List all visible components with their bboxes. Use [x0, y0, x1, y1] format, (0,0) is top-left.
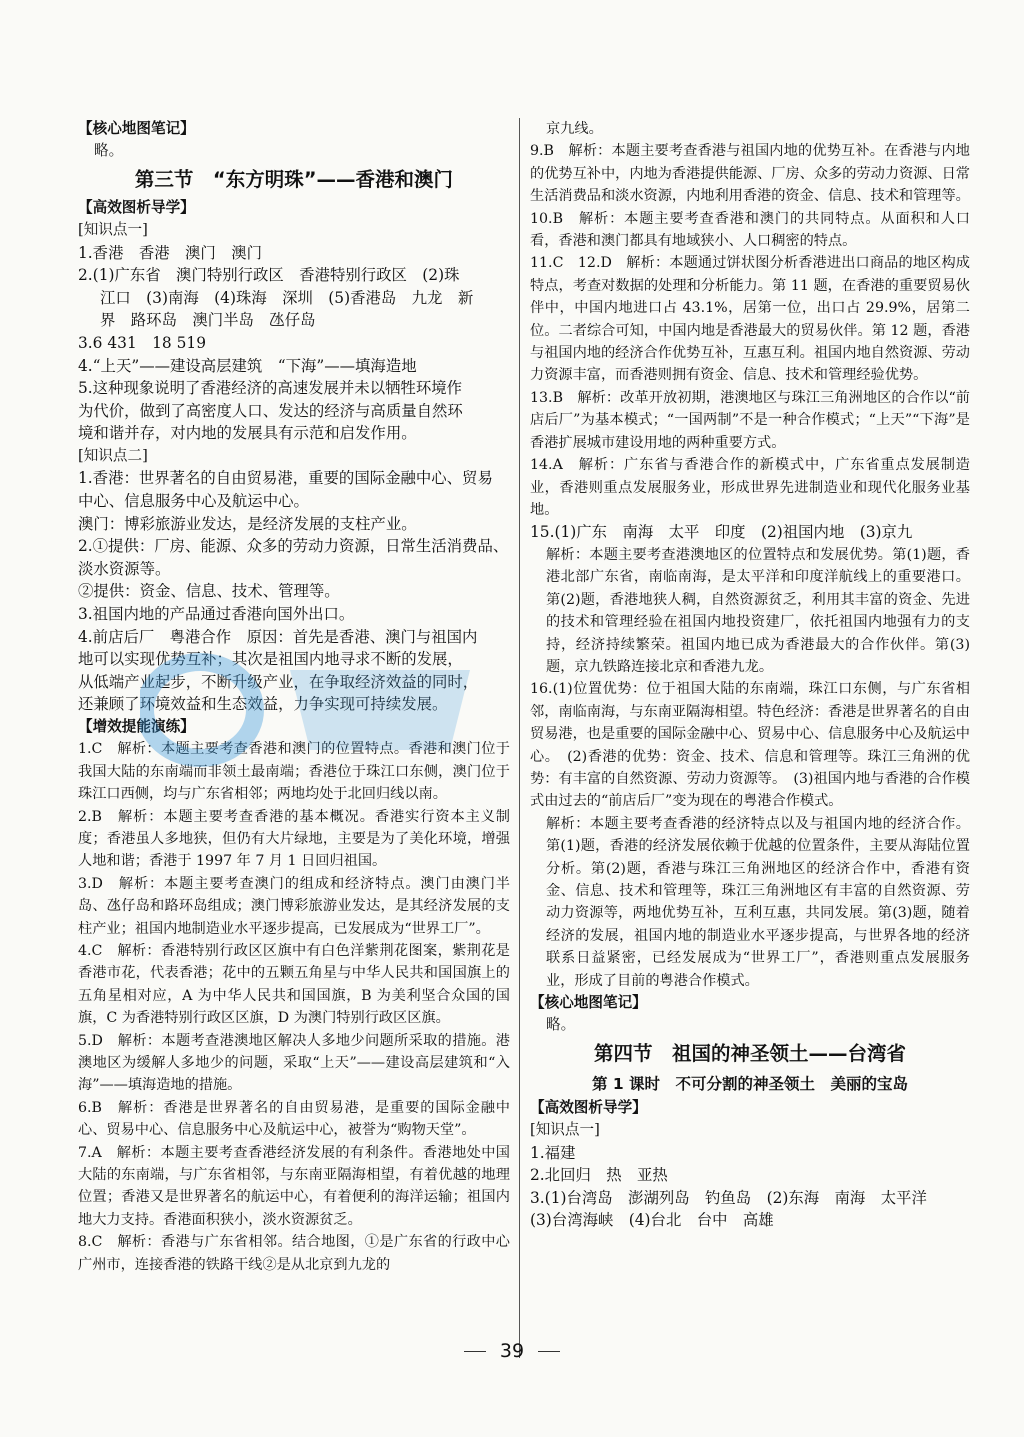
question-11-12: 11.C 12.D 解析：本题通过饼状图分析香港进出口商品的地区构成特点，考查对数据的处理和分析能力。第 11 题，在香港的重要贸易伙伴中，中国内地进口占 43.1%，居第一位，出口占 29.9%，居第二位。二者综合可知，中国内地是香港最大的贸易伙伴。第 12 题，香港与祖国内地的经济合作优势互补，互惠互利。祖国内地自然资源、劳动力资源丰富，而香港则拥有资金、信息、技术和管理经验优势。: [530, 255, 970, 384]
question-10: 10.B 解析：本题主要考查香港和澳门的共同特点。从面积和人口看，香港和澳门都具有地域狭小、人口稠密的特点。: [530, 210, 970, 250]
answer-b4-cont: 还兼顾了环境效益和生态效益，力争实现可持续发展。: [78, 695, 448, 714]
answer-b4-cont: 从低端产业起步，不断升级产业，在争取经济效益的同时，: [78, 672, 479, 691]
knowledge-point-2: [知识点二]: [78, 446, 148, 464]
answer-b4-cont: 地可以实现优势互补；其次是祖国内地寻求不断的发展，: [78, 650, 463, 669]
answer-4: 4.“上天”——建设高层建筑 “下海”——填海造地: [78, 356, 417, 375]
answer-c3-cont: (3)台湾海峡 (4)台北 台中 高雄: [530, 1211, 774, 1230]
notes-text: 略。: [546, 1016, 576, 1034]
answer-b2-cont: ②提供：资金、信息、技术、管理等。: [78, 582, 340, 601]
section3-title: 第三节 “东方明珠”——香港和澳门: [134, 167, 454, 191]
question-8-tail: 京九线。: [546, 121, 603, 137]
answer-5-cont: 境和谐并存，对内地的发展具有示范和启发作用。: [78, 424, 417, 443]
question-15-analysis: 解析：本题主要考查港澳地区的位置特点和发展优势。第(1)题，香港北部广东省，南临南海，是太平洋和印度洋航线上的重要港口。第(2)题，香港地狭人稠，自然资源贫乏，利用其丰富的资金、先进的技术和管理经验在祖国内地投资建厂，依托祖国内地强有力的支持，经济持续繁荣。祖国内地已成为香港最大的合作伙伴。第(3)题，京九铁路连接北京和香港九龙。: [546, 546, 970, 675]
answer-b2-cont: 淡水资源等。: [78, 559, 171, 578]
question-3: 3.D 解析：本题主要考查澳门的组成和经济特点。澳门由澳门半岛、氹仔岛和路环岛组成；澳门博彩旅游业发达，是其经济发展的支柱产业；祖国内地制造业水平逐步提高，已发展成为“世界工厂”。: [78, 875, 510, 937]
question-13: 13.B 解析：改革开放初期，港澳地区与珠江三角洲地区的合作以“前店后厂”为基本模式；“一国两制”不是一种合作模式；“上天”“下海”是香港扩展城市建设用地的两种重要方式。: [530, 389, 970, 451]
answer-2-cont: 界 路环岛 澳门半岛 氹仔岛: [100, 311, 316, 330]
answer-b4: 4.前店后厂 粤港合作 原因：首先是香港、澳门与祖国内: [78, 627, 478, 646]
question-9: 9.B 解析：本题主要考查香港与祖国内地的优势互补。在香港与内地的优势互补中，内地为香港提供能源、厂房、众多的劳动力资源、日常生活消费品和淡水资源，内地利用香港的资金、信息、技术和管理等。: [530, 143, 970, 205]
knowledge-point-1: [知识点一]: [78, 221, 148, 239]
guide-heading: 【高效图析导学】: [530, 1098, 647, 1116]
question-16: 16.(1)位置优势：位于祖国大陆的东南端，珠江口东侧，与广东省相邻，南临南海，与东南亚隔海相望。特色经济：香港是世界著名的自由贸易港，也是重要的国际金融中心、贸易中心、信息服务中心及航运中心。 (2)香港的优势：资金、技术、信息和管理等。珠江三角洲的优势：有丰富的自然资源、劳动力资源等。 (3)祖国内地与香港的合作模式由过去的“前店后厂”变为现在的粤港合作模式。: [530, 681, 970, 810]
answer-1: 1.香港 香港 澳门 澳门: [78, 243, 262, 262]
answer-5: 5.这种现象说明了香港经济的高速发展并未以牺牲环境作: [78, 379, 463, 398]
guide-heading: 【高效图析导学】: [78, 198, 195, 216]
answer-b3: 3.祖国内地的产品通过香港向国外出口。: [78, 604, 355, 623]
answer-c2: 2.北回归 热 亚热: [530, 1166, 668, 1185]
right-column: [530, 118, 970, 1232]
watermark-logo: [140, 640, 560, 770]
practice-heading: 【增效提能演练】: [78, 717, 195, 735]
question-15: 15.(1)广东 南海 太平 印度 (2)祖国内地 (3)京九: [530, 523, 913, 542]
question-1: 1.C 解析：本题主要考查香港和澳门的位置特点。香港和澳门位于我国大陆的东南端而非领土最南端；香港位于珠江口东侧，澳门位于珠江口西侧，均与广东省相邻；两地均处于北回归线以南。: [78, 741, 510, 803]
answer-2: 2.(1)广东省 澳门特别行政区 香港特别行政区 (2)珠: [78, 266, 460, 285]
answer-b1-cont: 中心、信息服务中心及航运中心。: [78, 491, 309, 510]
section4-title: 第四节 祖国的神圣领土——台湾省: [593, 1041, 906, 1065]
answer-b1: 1.香港：世界著名的自由贸易港，重要的国际金融中心、贸易: [78, 469, 493, 488]
core-map-notes-heading: 【核心地图笔记】: [530, 994, 647, 1012]
question-14: 14.A 解析：广东省与香港合作的新模式中，广东省重点发展制造业，香港则重点发展服务业，形成世界先进制造业和现代化服务业基地。: [530, 457, 970, 518]
question-2: 2.B 解析：本题主要考查香港的基本概况。香港实行资本主义制度；香港虽人多地狭，但仍有大片绿地，主要是为了美化环境，增强人地和谐；香港于 1997 年 7 月 1 日回归祖国。: [78, 808, 510, 870]
page-number: 39: [0, 1340, 1024, 1362]
question-4: 4.C 解析：香港特别行政区区旗中有白色洋紫荆花图案，紫荆花是香港市花，代表香港；花中的五颗五角星与中华人民共和国国旗上的五角星相对应，A 为中华人民共和国国旗，B 为美利坚合众国的国旗，C 为香港特别行政区区旗，D 为澳门特别行政区区旗。: [78, 942, 510, 1027]
notes-text: 略。: [94, 142, 124, 160]
answer-c1: 1.福建: [530, 1143, 576, 1162]
answer-2-cont: 江口 (3)南海 (4)珠海 深圳 (5)香港岛 九龙 新: [100, 288, 474, 307]
answer-3: 3.6 431 18 519: [78, 334, 206, 352]
answer-b2: 2.①提供：厂房、能源、众多的劳动力资源，日常生活消费品、: [78, 537, 509, 556]
core-map-notes-heading: 【核心地图笔记】: [78, 120, 195, 137]
question-8: 8.C 解析：香港与广东省相邻。结合地图，①是广东省的行政中心广州市，连接香港的铁路干线②是从北京到九龙的: [78, 1234, 510, 1273]
lesson-title: 第 1 课时 不可分割的神圣领土 美丽的宝岛: [591, 1074, 909, 1093]
answer-c3: 3.(1)台湾岛 澎湖列岛 钓鱼岛 (2)东海 南海 太平洋: [530, 1188, 927, 1207]
answer-b1-cont: 澳门：博彩旅游业发达，是经济发展的支柱产业。: [78, 514, 417, 533]
knowledge-point-1: [知识点一]: [530, 1121, 600, 1139]
question-16-analysis: 解析：本题主要考查香港的经济特点以及与祖国内地的经济合作。第(1)题，香港的经济发展依赖于优越的位置条件，主要从海陆位置分析。第(2)题，香港与珠江三角洲地区的经济合作中，香港有资金、信息、技术和管理等，珠江三角洲地区有丰富的自然资源、劳动力资源等，两地优势互补，互利互惠，共同发展。第(3)题，随着经济的发展，祖国内地的制造业水平逐步提高，与世界各地的经济联系日益紧密，已经发展成为“世界工厂”，香港则重点发展服务业，形成了目前的粤港合作模式。: [546, 815, 970, 989]
answer-5-cont: 为代价，做到了高密度人口、发达的经济与高质量自然环: [78, 401, 463, 420]
question-7: 7.A 解析：本题主要考查香港经济发展的有利条件。香港地处中国大陆的东南端，与广东省相邻，与东南亚隔海相望，有着优越的地理位置；香港又是世界著名的航运中心，有着便利的海洋运输；祖国内地大力支持。香港面积狭小，淡水资源贫乏。: [78, 1144, 510, 1228]
question-5: 5.D 解析：本题考查港澳地区解决人多地少问题所采取的措施。港澳地区为缓解人多地少的问题，采取“上天”——建设高层建筑和“入海”——填海造地的措施。: [78, 1032, 510, 1094]
question-6: 6.B 解析：香港是世界著名的自由贸易港，是重要的国际金融中心、贸易中心、信息服务中心及航运中心，被誉为“购物天堂”。: [78, 1099, 510, 1139]
